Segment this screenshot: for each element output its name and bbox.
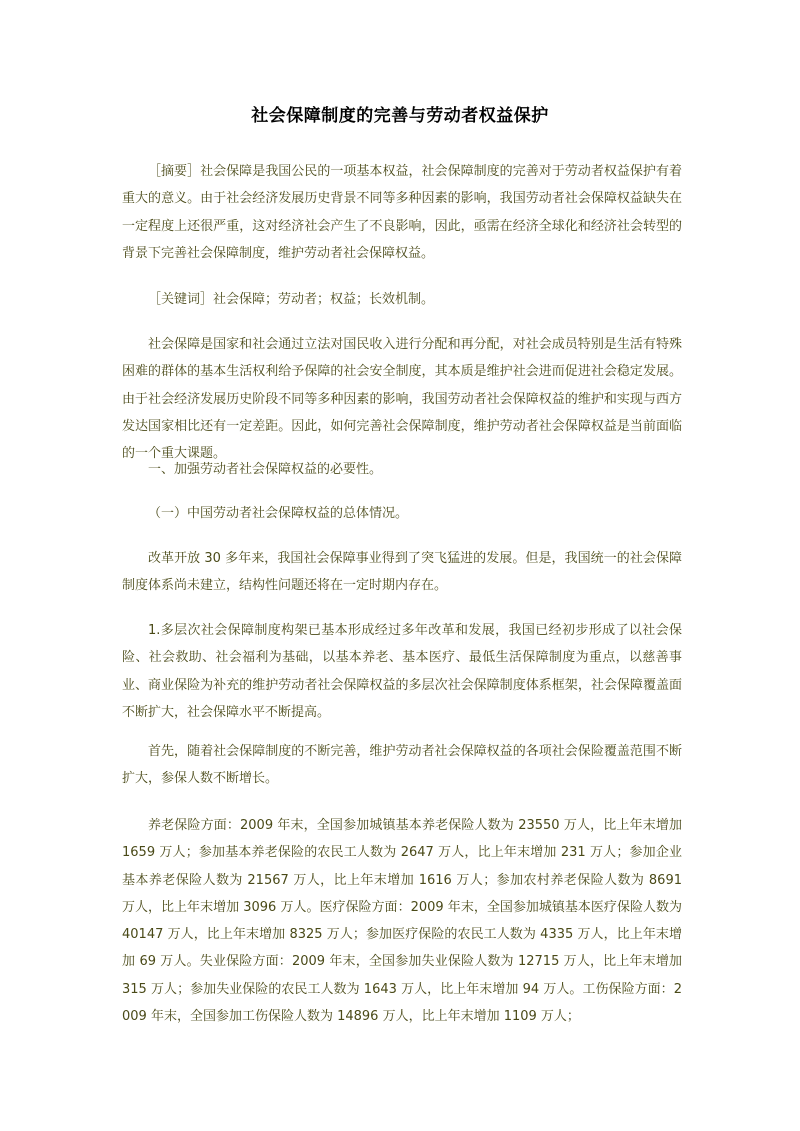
intro-paragraph: 社会保障是国家和社会通过立法对国民收入进行分配和再分配，对社会成员特别是生活有特殊困难的群体的基本生活权利给予保障的社会安全制度，其本质是维护社会进而促进社会稳定发展。由于社会经济发展历史阶段不同等多种因素的影响，我国劳动者社会保障权益的维护和实现与西方发达国家相比还有一定差距。因此，如何完善社会保障制度，维护劳动者社会保障权益是当前面临的一个重大课题。 <box>122 337 682 462</box>
body-paragraph: 改革开放 30 多年来，我国社会保障事业得到了突飞猛进的发展。但是，我国统一的社会保障制度体系尚未建立，结构性问题还将在一定时期内存在。 <box>122 551 682 594</box>
body-paragraph: 养老保险方面：2009 年末，全国参加城镇基本养老保险人数为 23550 万人，比上年末增加 1659 万人；参加基本养老保险的农民工人数为 2647 万人，比上年末增加 231 万人；参加企业基本养老保险人数为 21567 万人，比上年末增加 1616 万人；参加农村养老保险人数为 8691 万人，比上年末增加 3096 万人。医疗保险方面：2009 年末，全国参加城镇基本医疗保险人数为 40147 万人，比上年末增加 8325 万人；参加医疗保险的农民工人数为 4335 万人，比上年末增加 69 万人。失业保险方面：2009 年末，全国参加失业保险人数为 12715 万人，比上年末增加 315 万人；参加失业保险的农民工人数为 1643 万人，比上年末增加 94 万人。工伤保险方面：2009 年末，全国参加工伤保险人数为 14896 万人，比上年末增加 1109 万人； <box>122 818 682 1025</box>
section-heading: 一、加强劳动者社会保障权益的必要性。 <box>148 462 383 477</box>
document-title: 社会保障制度的完善与劳动者权益保护 <box>251 106 549 126</box>
body-paragraph: 首先，随着社会保障制度的不断完善，维护劳动者社会保障权益的各项社会保险覆盖范围不断扩大，参保人数不断增长。 <box>122 744 682 787</box>
keywords-paragraph: ［关键词］社会保障；劳动者；权益；长效机制。 <box>148 292 435 307</box>
abstract-paragraph: ［摘要］社会保障是我国公民的一项基本权益，社会保障制度的完善对于劳动者权益保护有着重大的意义。由于社会经济发展历史背景不同等多种因素的影响，我国劳动者社会保障权益缺失在一定程度上还很严重，这对经济社会产生了不良影响，因此，亟需在经济全球化和经济社会转型的背景下完善社会保障制度，维护劳动者社会保障权益。 <box>122 164 682 261</box>
body-paragraph: 1.多层次社会保障制度构架已基本形成经过多年改革和发展，我国已经初步形成了以社会保险、社会救助、社会福利为基础，以基本养老、基本医疗、最低生活保障制度为重点，以慈善事业、商业保险为补充的维护劳动者社会保障权益的多层次社会保障制度体系框架，社会保障覆盖面不断扩大，社会保障水平不断提高。 <box>122 623 682 720</box>
subsection-heading: （一）中国劳动者社会保障权益的总体情况。 <box>148 506 409 521</box>
